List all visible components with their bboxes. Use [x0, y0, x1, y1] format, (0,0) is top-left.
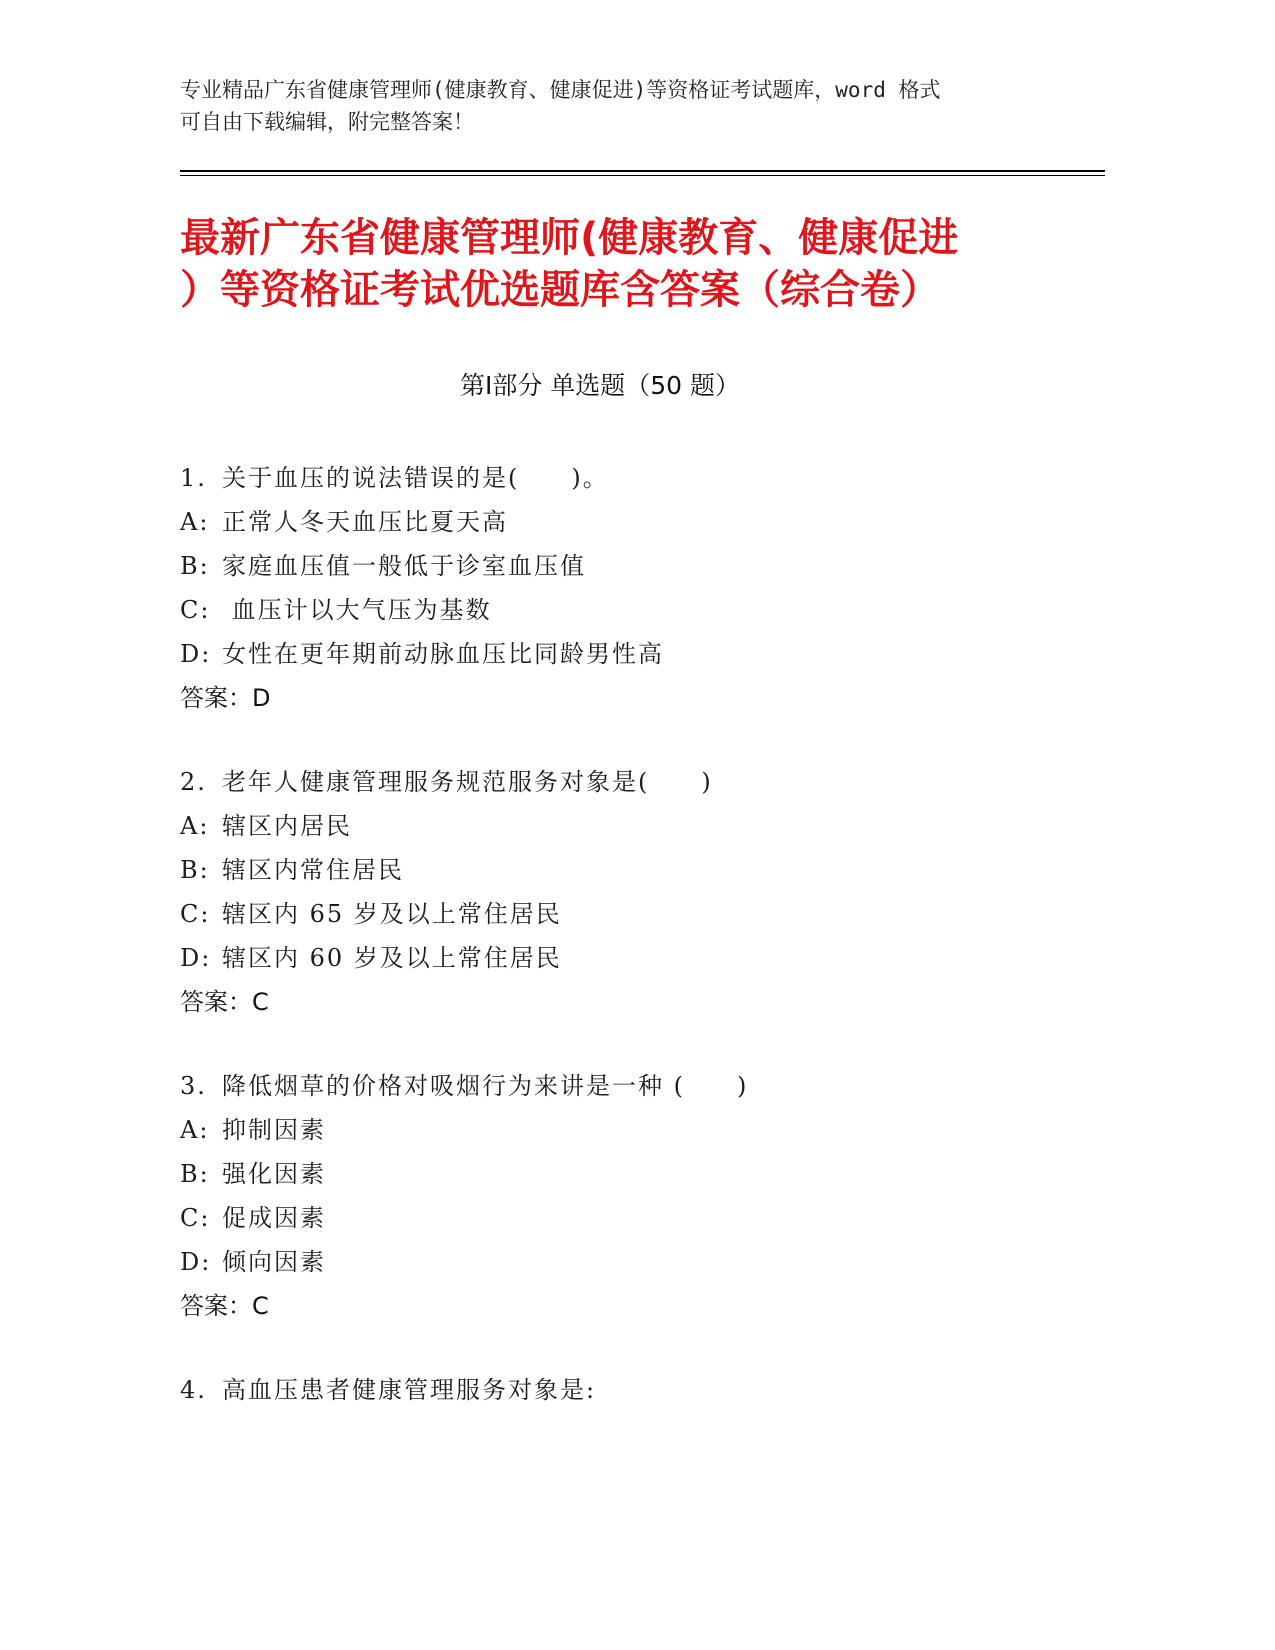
answer-line	[180, 1284, 1080, 1328]
option-text: 正常人冬天血压比夏天高	[222, 508, 508, 536]
question-3	[180, 1064, 1080, 1328]
header-rule-thick	[180, 170, 1105, 172]
question-stem	[180, 760, 1080, 804]
header-note	[180, 74, 1040, 138]
option-text: 家庭血压值一般低于诊室血压值	[222, 552, 586, 580]
answer-label: 答案：	[180, 684, 252, 712]
option-text: 强化因素	[222, 1160, 326, 1188]
option-text: 倾向因素	[222, 1248, 326, 1276]
option-letter: C:	[180, 900, 211, 928]
option-text: 辖区内常住居民	[222, 856, 404, 884]
option-text: 抑制因素	[222, 1116, 326, 1144]
question-text: 关于血压的说法错误的是( )。	[222, 464, 609, 492]
document-title-line-1: 最新广东省健康管理师(健康教育、健康促进	[180, 215, 959, 261]
question-stem	[180, 1368, 1080, 1412]
header-rule-thin	[180, 175, 1105, 176]
option-text: 血压计以大气压为基数	[222, 596, 492, 624]
answer-value: C	[252, 1292, 269, 1320]
question-text: 老年人健康管理服务规范服务对象是( )	[222, 768, 713, 796]
question-number: 1.	[180, 464, 207, 492]
answer-line	[180, 676, 1080, 720]
option-c	[180, 588, 1080, 632]
option-text: 女性在更年期前动脉血压比同龄男性高	[222, 640, 664, 668]
option-a	[180, 500, 1080, 544]
answer-label: 答案：	[180, 1292, 252, 1320]
option-text: 促成因素	[222, 1204, 326, 1232]
document-title	[180, 212, 1100, 316]
answer-line	[180, 980, 1080, 1024]
option-text: 辖区内 65 岁及以上常住居民	[222, 900, 562, 928]
option-letter: B:	[180, 552, 210, 580]
option-text: 辖区内居民	[222, 812, 352, 840]
option-b	[180, 848, 1080, 892]
option-letter: D:	[180, 640, 212, 668]
option-d	[180, 632, 1080, 676]
answer-label: 答案：	[180, 988, 252, 1016]
option-letter: A:	[180, 508, 210, 536]
option-d	[180, 1240, 1080, 1284]
option-letter: A:	[180, 1116, 210, 1144]
question-number: 2.	[180, 768, 207, 796]
option-letter: A:	[180, 812, 210, 840]
option-c	[180, 892, 1080, 936]
question-number: 3.	[180, 1072, 207, 1100]
option-letter: D:	[180, 1248, 212, 1276]
option-letter: B:	[180, 856, 210, 884]
answer-value: D	[252, 684, 271, 712]
option-c	[180, 1196, 1080, 1240]
option-letter: D:	[180, 944, 212, 972]
question-number: 4.	[180, 1376, 207, 1404]
option-letter: B:	[180, 1160, 210, 1188]
question-stem	[180, 1064, 1080, 1108]
option-a	[180, 1108, 1080, 1152]
section-heading: 第Ⅰ部分 单选题（50 题）	[459, 371, 741, 400]
answer-value: C	[252, 988, 269, 1016]
question-stem	[180, 456, 1080, 500]
question-4	[180, 1368, 1080, 1412]
header-note-line-1: 专业精品广东省健康管理师(健康教育、健康促进)等资格证考试题库，word 格式	[180, 78, 941, 102]
question-text: 降低烟草的价格对吸烟行为来讲是一种 ( )	[222, 1072, 749, 1100]
question-1	[180, 456, 1080, 720]
header-note-line-2: 可自由下载编辑，附完整答案！	[180, 110, 474, 134]
option-a	[180, 804, 1080, 848]
document-title-line-2: ）等资格证考试优选题库含答案（综合卷）	[180, 267, 940, 313]
option-text: 辖区内 60 岁及以上常住居民	[222, 944, 562, 972]
question-text: 高血压患者健康管理服务对象是:	[222, 1376, 597, 1404]
option-letter: C:	[180, 1204, 211, 1232]
question-2	[180, 760, 1080, 1024]
question-list	[180, 456, 1080, 1452]
option-d	[180, 936, 1080, 980]
option-b	[180, 544, 1080, 588]
option-b	[180, 1152, 1080, 1196]
option-letter: C:	[180, 596, 211, 624]
